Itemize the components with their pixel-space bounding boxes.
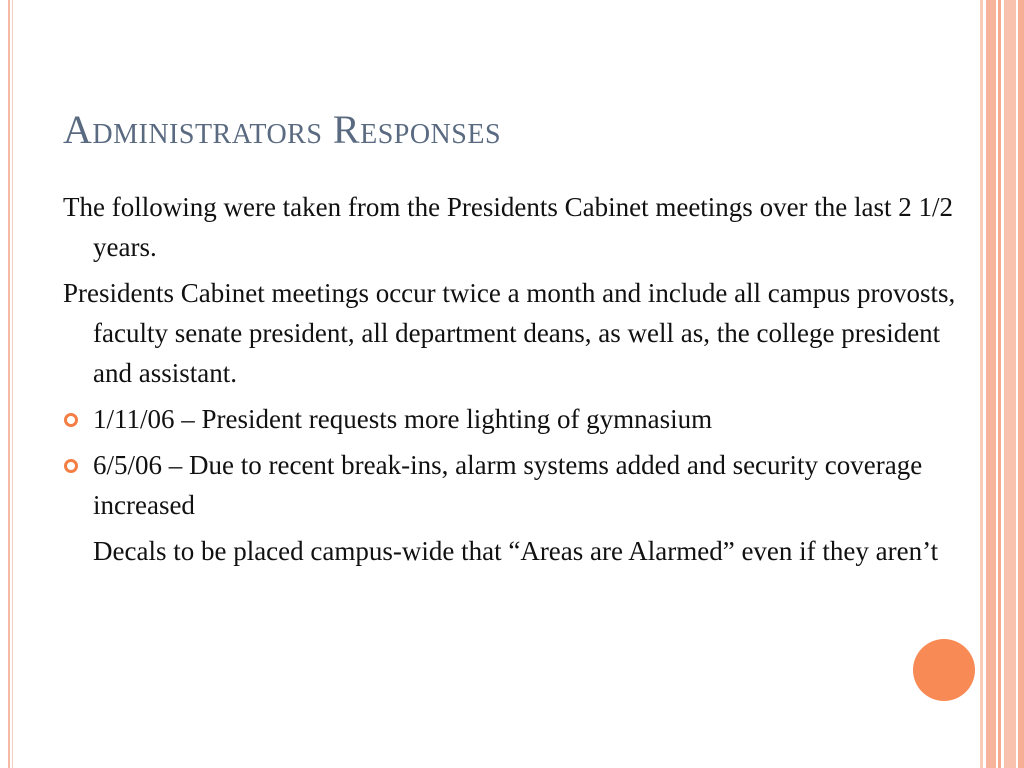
bullet-item <box>63 445 958 525</box>
border-stripe <box>998 0 1001 768</box>
slide-title: Administrators Responses <box>63 107 502 152</box>
left-border-line-inner <box>12 0 13 768</box>
sub-paragraph-decals: Decals to be placed campus-wide that “Areas are Alarmed” even if they aren’t <box>93 536 939 566</box>
bullet-item <box>63 399 958 439</box>
paragraph-cabinet: Presidents Cabinet meetings occur twice a month and include all campus provosts, faculty senate president, all department deans, as well as, the college president and assistant. <box>63 278 956 388</box>
right-border-stripes <box>980 0 1024 768</box>
hollow-circle-bullet-icon <box>64 413 78 427</box>
bullet-text: 6/5/06 – Due to recent break-ins, alarm systems added and security coverage increased <box>93 450 923 520</box>
left-border-line <box>8 0 10 768</box>
border-stripe <box>1018 0 1024 768</box>
border-stripe <box>980 0 983 768</box>
slide-content <box>63 187 958 571</box>
orange-circle-icon <box>913 639 975 701</box>
border-stripe <box>1004 0 1016 768</box>
paragraph-intro: The following were taken from the Presidents Cabinet meetings over the last 2 1/2 years. <box>63 192 954 262</box>
bullet-text: 1/11/06 – President requests more lighting of gymnasium <box>93 404 713 434</box>
hollow-circle-bullet-icon <box>64 459 78 473</box>
border-stripe <box>986 0 996 768</box>
